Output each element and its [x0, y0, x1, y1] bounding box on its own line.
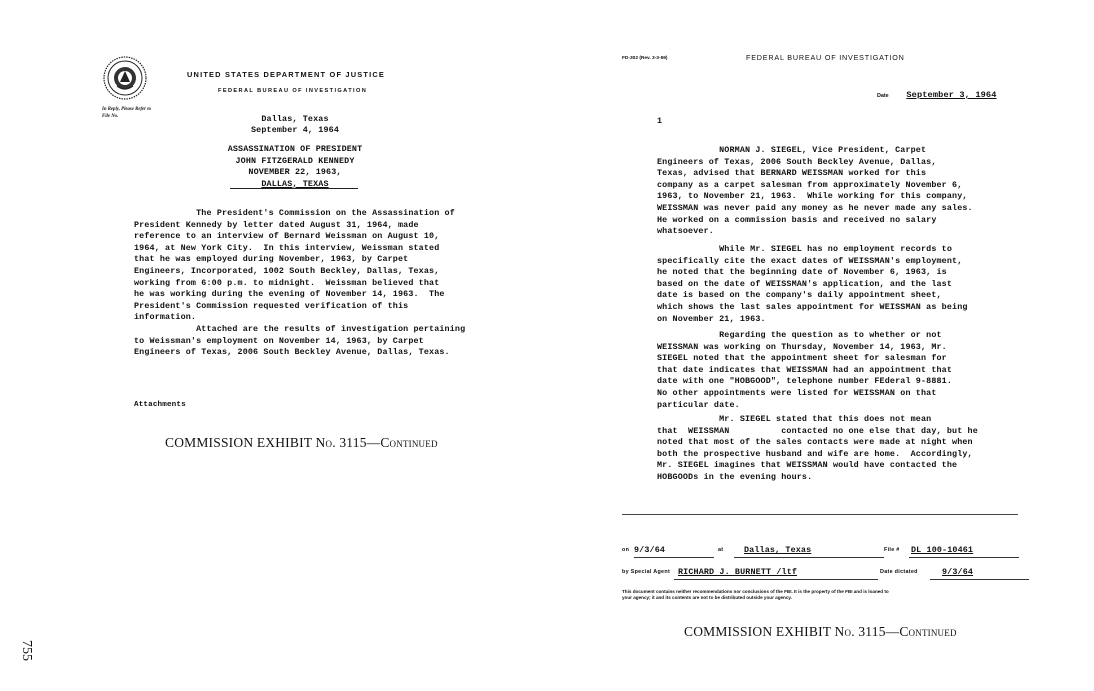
right-paragraph-3: Regarding the question as to whether or not WEISSMAN was working on Thursday, November 14, 1963, Mr. SIEGEL noted that the appointment sheet for salesman for that date indicates that WEISSMAN had an appointment that date with one "HOBGOOD", telephone number FEderal 9-8881. No other appointments were listed for WEISSMAN on that particular date. [657, 330, 953, 410]
at-value: Dallas, Texas [734, 545, 884, 558]
at-label: at [718, 547, 724, 553]
page-marker: 1 [657, 116, 663, 126]
page-number: 755 [19, 640, 34, 661]
footer-row-1 [622, 545, 1022, 559]
left-paragraph-2: Attached are the results of investigation pertaining to Weissman's employment on November 14, 1963, by Carpet Engineers of Texas, 2006 South Beckley Avenue, Dallas, Texas. [134, 324, 466, 358]
date-label: Date [877, 93, 889, 99]
left-exhibit-caption: COMMISSION EXHIBIT No. 3115—Continued [165, 435, 438, 450]
right-paragraph-4: Mr. SIEGEL stated that this does not mean that WEISSMAN contacted no one else that day, but he noted that most of the sales contacts were made at night when both the prospective husband and wife are home. Accordingly, Mr. SIEGEL imagines that WEISSMAN would have contacted the HOBGOODs in the evening hours. [657, 414, 978, 482]
subject-line-2: JOHN FITZGERALD KENNEDY [235, 155, 355, 166]
dictated-label: Date dictated [880, 569, 918, 575]
dictated-value: 9/3/64 [930, 567, 1029, 580]
subject-line-1: ASSASSINATION OF PRESIDENT [227, 144, 363, 154]
right-exhibit-caption: COMMISSION EXHIBIT No. 3115—Continued [684, 624, 957, 639]
right-paragraph-1: NORMAN J. SIEGEL, Vice President, Carpet Engineers of Texas, 2006 South Beckley Avenue, Dallas, Texas, advised that BERNARD WEISSMAN worked for this company as a carpet salesman from approximately November 6, 1963, to November 21, 1963. While working for this company, WEISSMAN was never paid any money as he never made any sales. He worked on a commission basis and received no salary whatsoever. [657, 145, 973, 237]
attachments-label: Attachments [134, 401, 186, 409]
left-header: UNITED STATES DEPARTMENT OF JUSTICE [187, 70, 386, 79]
on-label: on [622, 547, 630, 553]
fbi-disclaimer: This document contains neither recommendations nor conclusions of the FBI. It is the property of the FBI and is loaned to your agency; it and its contents are not to be distributed outside your agency. [622, 589, 889, 600]
seal-icon [103, 56, 147, 100]
right-date: September 3, 1964 [906, 90, 997, 100]
right-header: FEDERAL BUREAU OF INVESTIGATION [746, 53, 905, 62]
subject-line-3: NOVEMBER 22, 1963, [248, 167, 342, 178]
footer-row-2 [622, 567, 1022, 581]
reply-note: In Reply, Please Refer to File No. [102, 107, 151, 119]
on-value: 9/3/64 [634, 545, 714, 558]
left-paragraph-1: The President's Commission on the Assassination of President Kennedy by letter dated August 31, 1964, made reference to an interview of Bernard Weissman on August 10, 1964, at New York City. In this interview, Weissman stated that he was employed during November, 1963, by Carpet Engineers, Incorporated, 1002 South Beckley, Dallas, Texas, working from 6:00 p.m. to midnight. Weissman believed that he was working during the evening of November 14, 1963. The President's Commission requested verification of this information. [134, 208, 455, 323]
left-date: September 4, 1964 [251, 125, 339, 135]
subject-line-4: DALLAS, TEXAS [261, 178, 329, 189]
left-place: Dallas, Texas [261, 114, 329, 124]
agent-value: RICHARD J. BURNETT /ltf [674, 567, 878, 580]
agent-label: by Special Agent [622, 569, 671, 575]
right-paragraph-2: While Mr. SIEGEL has no employment records to specifically cite the exact dates of WEISSMAN's employment, he noted that the beginning date of November 6, 1963, is based on the date of WEISSMAN's application, and the last date is based on the company's daily appointment sheet, which shows the last sales appointment for WEISSMAN as being on November 21, 1963. [657, 244, 968, 324]
subject-rule [230, 188, 358, 189]
form-divider [622, 514, 1018, 515]
file-value: DL 100-10461 [909, 545, 1019, 558]
file-label: File # [884, 547, 900, 553]
right-date-row [877, 82, 997, 102]
doj-seal [103, 56, 147, 100]
subject-block [220, 144, 370, 190]
left-subheader: FEDERAL BUREAU OF INVESTIGATION [218, 88, 368, 94]
form-number: FD-302 (Rev. 3-3-59) [622, 56, 668, 61]
